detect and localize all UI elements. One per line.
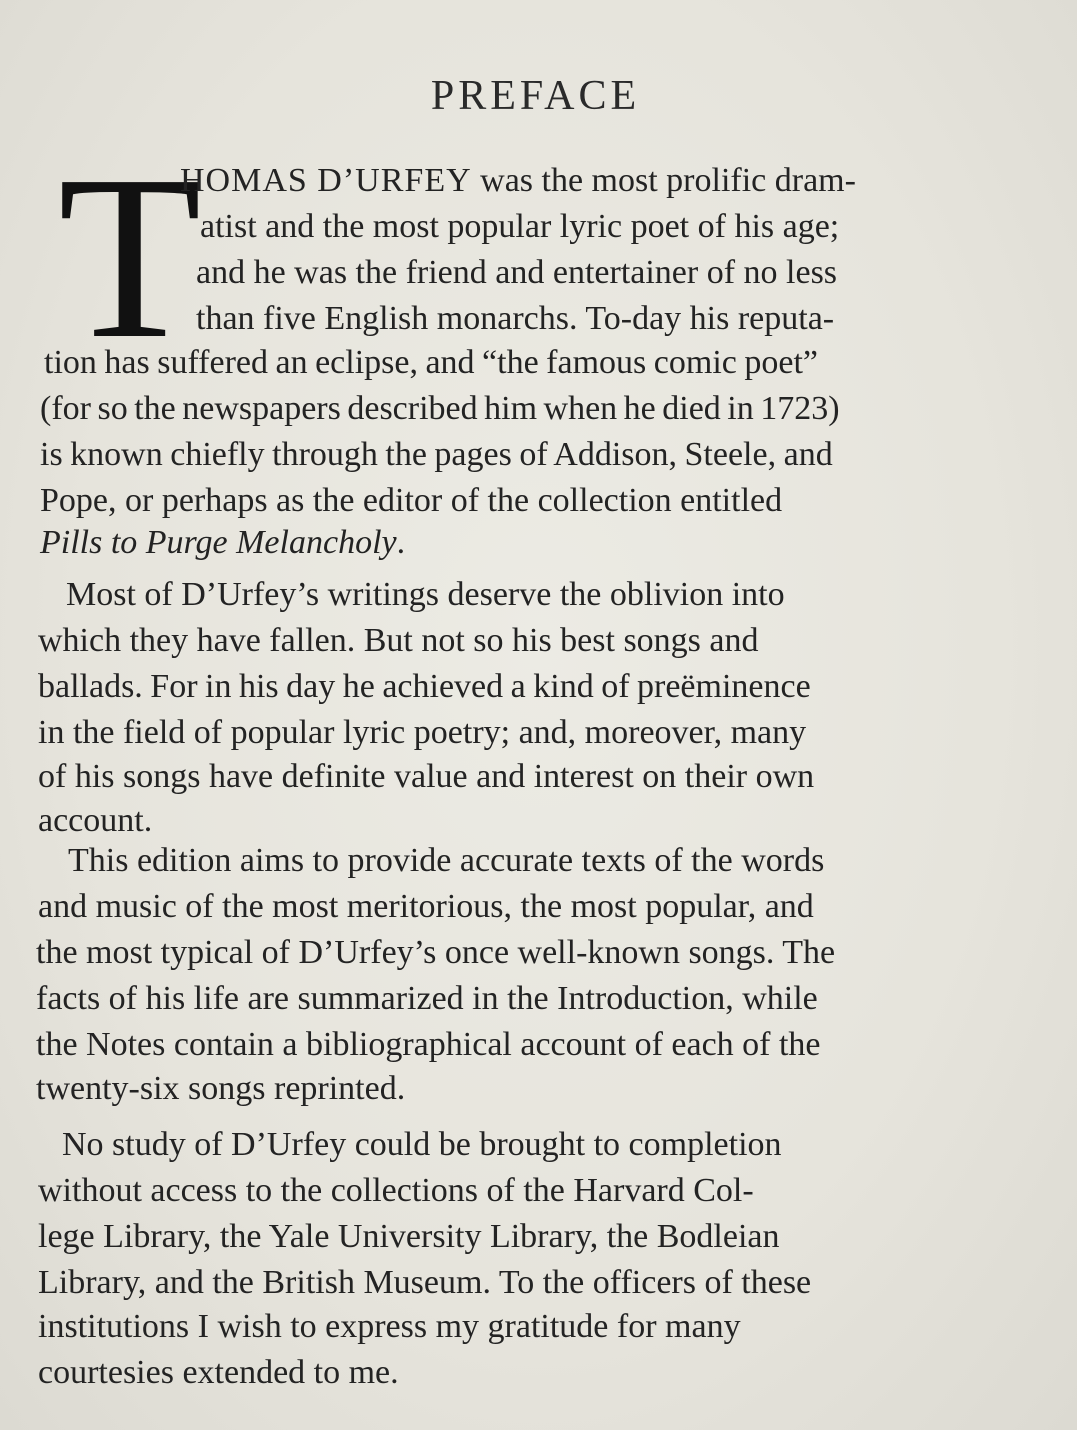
paragraph-2-line-5: of his songs have definite value and interest on their own: [38, 758, 815, 795]
paragraph-1-line-6: (for so the newspapers described him when he died in 1723): [40, 390, 840, 427]
paragraph-3-line-6: twenty-six songs reprinted.: [36, 1070, 406, 1107]
paragraph-1-line-9: [40, 524, 405, 562]
paragraph-2-line-3: ballads. For in his day he achieved a kind of preëminence: [38, 668, 811, 705]
paragraph-1-line-1: [180, 162, 856, 200]
paragraph-3-line-4: facts of his life are summarized in the Introduction, while: [36, 980, 818, 1017]
paragraph-4-line-4: Library, and the British Museum. To the officers of these: [38, 1264, 812, 1301]
paragraph-4-line-6: courtesies extended to me.: [38, 1354, 399, 1391]
period: .: [396, 524, 406, 561]
paragraph-3-line-5: the Notes contain a bibliographical account of each of the: [36, 1026, 821, 1063]
paragraph-3-line-2: and music of the most meritorious, the most popular, and: [38, 888, 814, 925]
paragraph-3-line-3: the most typical of D’Urfey’s once well-known songs. The: [36, 934, 836, 971]
opening-rest: was the most prolific dram-: [471, 162, 856, 199]
drop-cap: T: [58, 127, 202, 387]
opening-caps: HOMAS D’URFEY: [180, 162, 472, 199]
paragraph-4-line-3: lege Library, the Yale University Library, the Bodleian: [38, 1218, 780, 1255]
page-title: PREFACE: [430, 73, 641, 119]
paragraph-2-line-1: Most of D’Urfey’s writings deserve the oblivion into: [66, 576, 785, 613]
paragraph-4-line-2: without access to the collections of the Harvard Col-: [38, 1172, 754, 1209]
paragraph-1-line-7: is known chiefly through the pages of Addison, Steele, and: [40, 436, 833, 473]
paragraph-2-line-4: in the field of popular lyric poetry; and, moreover, many: [38, 714, 807, 751]
paragraph-4-line-1: No study of D’Urfey could be brought to completion: [62, 1126, 782, 1163]
paragraph-2-line-6: account.: [38, 802, 153, 839]
paragraph-2-line-2: which they have fallen. But not so his best songs and: [38, 622, 759, 659]
paragraph-4-line-5: institutions I wish to express my gratitude for many: [38, 1308, 741, 1345]
paragraph-1-line-8: Pope, or perhaps as the editor of the collection entitled: [40, 482, 783, 519]
paragraph-3-line-1: This edition aims to provide accurate texts of the words: [68, 842, 825, 879]
paragraph-1-line-4: than five English monarchs. To-day his reputa-: [196, 300, 835, 337]
paragraph-1-line-5: tion has suffered an eclipse, and “the famous comic poet”: [44, 344, 818, 381]
book-title-italic: Pills to Purge Melancholy: [40, 524, 397, 561]
paragraph-1-line-3: and he was the friend and entertainer of no less: [196, 254, 838, 291]
paragraph-1-line-2: atist and the most popular lyric poet of his age;: [200, 208, 840, 245]
